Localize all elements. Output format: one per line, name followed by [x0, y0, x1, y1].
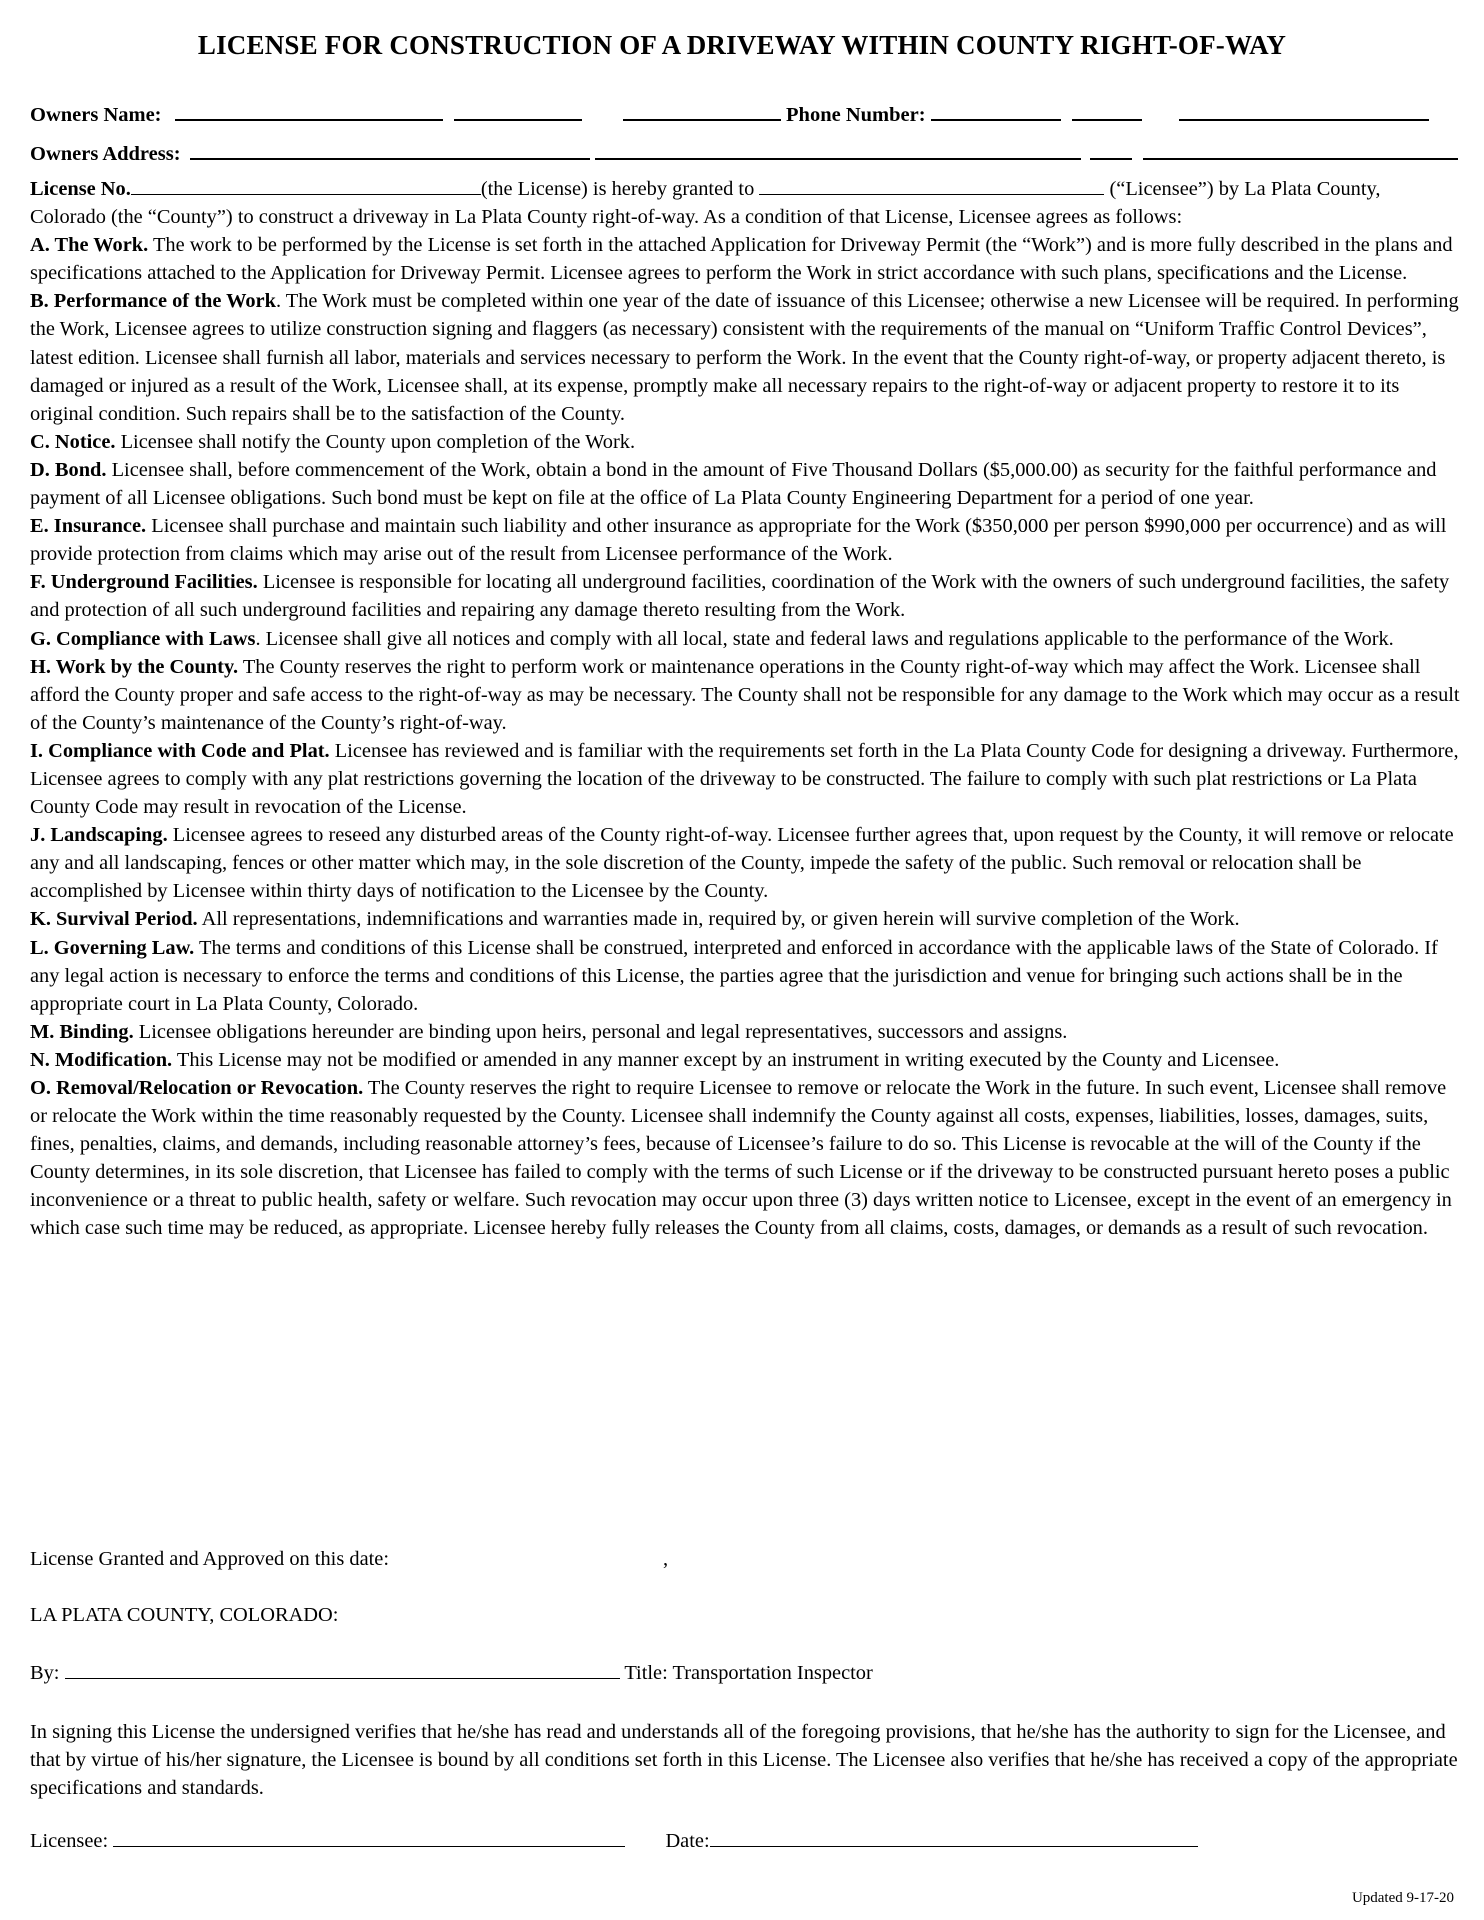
phone-line-1[interactable] — [931, 98, 1061, 121]
section-paragraph — [30, 1018, 1460, 1046]
section-text: All representations, indemnifications and warranties made in, required by, or given herein will survive completion of the Work. — [197, 908, 1240, 931]
section-text: . Licensee shall give all notices and comply with all local, state and federal laws and regulations applicable to the performance of the Work. — [255, 627, 1394, 650]
license-sections — [30, 231, 1460, 1242]
section-text: . The Work must be completed within one year of the date of issuance of this Licensee; otherwise a new Licensee will be required. In performing the Work, Licensee agrees to utilize construction signing and flaggers (as necessary) consistent with the requirements of the manual on “Uniform Traffic Control Devices”, latest edition. Licensee shall furnish all labor, materials and services necessary to perform the Work. In the event that the County right-of-way, or property adjacent thereto, is damaged or injured as a result of the Work, Licensee shall, at its expense, promptly make all necessary repairs to the right-of-way or adjacent property to restore it to its original condition. Such repairs shall be to the satisfaction of the County. — [30, 290, 1459, 425]
section-heading: A. The Work. — [30, 234, 149, 257]
section-text: Licensee has reviewed and is familiar with the requirements set forth in the La Plata County Code for designing a driveway. Furthermore, Licensee agrees to comply with any plat restrictions governing the location of the driveway to be constructed. The failure to comply with such plat restrictions or La Plata County Code may result in revocation of the License. — [30, 739, 1459, 819]
inspector-title: Title: Transportation Inspector — [624, 1662, 873, 1684]
license-intro — [30, 175, 1460, 231]
phone-label: Phone Number: — [786, 104, 926, 126]
approval-row — [30, 1548, 668, 1571]
section-text: This License may not be modified or amended in any manner except by an instrument in writing executed by the County and Licensee. — [172, 1048, 1280, 1071]
section-heading: N. Modification. — [30, 1048, 173, 1071]
section-heading: G. Compliance with Laws — [30, 627, 256, 650]
license-body — [30, 175, 1460, 1243]
section-paragraph — [30, 428, 1460, 456]
section-paragraph — [30, 568, 1460, 624]
section-text: Licensee agrees to reseed any disturbed areas of the County right-of-way. Licensee further agrees that, upon request by the County, it will remove or relocate any and all landscaping, fences or other matter which may, in the sole discretion of the County, impede the safety of the public. Such removal or relocation shall be accomplished by Licensee within thirty days of notification to the Licensee by the County. — [30, 824, 1454, 903]
section-text: The County reserves the right to require Licensee to remove or relocate the Work in the future. In such event, Licensee shall remove or relocate the Work within the time reasonably requested by the County. Licensee shall indemnify the County against all costs, expenses, liabilities, losses, damages, suits, fines, penalties, claims, and demands, including reasonable attorney’s fees, because of Licensee’s failure to do so. This License is revocable at the will of the County if the County determines, in its sole discretion, that Licensee has failed to comply with the terms of such License or if the driveway to be constructed pursuant hereto poses a public inconvenience or a threat to public health, safety or welfare. Such revocation may occur upon three (3) days written notice to Licensee, except in the event of an emergency in which case such time may be reduced, as appropriate. Licensee hereby fully releases the County from all claims, costs, damages, or demands as a result of such revocation. — [30, 1077, 1452, 1240]
phone-line-2[interactable] — [1072, 98, 1142, 121]
section-heading: J. Landscaping. — [30, 824, 168, 847]
section-heading: M. Binding. — [30, 1020, 134, 1043]
owners-name-label: Owners Name: — [30, 104, 162, 126]
section-paragraph — [30, 934, 1460, 1018]
phone-line-3[interactable] — [1179, 98, 1429, 121]
date-label: Date: — [665, 1830, 710, 1852]
section-paragraph — [30, 653, 1460, 737]
section-text: Licensee shall notify the County upon completion of the Work. — [115, 430, 636, 453]
section-paragraph — [30, 456, 1460, 512]
section-heading: I. Compliance with Code and Plat. — [30, 739, 330, 762]
owners-address-row — [30, 137, 1458, 166]
owners-address-line-3[interactable] — [1090, 137, 1132, 160]
document-title: LICENSE FOR CONSTRUCTION OF A DRIVEWAY WITHIN COUNTY RIGHT-OF-WAY — [197, 30, 1287, 60]
by-row — [30, 1660, 873, 1685]
licensee-name-line[interactable] — [759, 176, 1104, 195]
section-heading: H. Work by the County. — [30, 655, 239, 678]
section-text: Licensee obligations hereunder are binding upon heirs, personal and legal representatives, successors and assigns. — [133, 1020, 1068, 1043]
license-no-label: License No. — [30, 178, 131, 200]
section-text: The work to be performed by the License is set forth in the attached Application for Driveway Permit (the “Work”) and is more fully described in the plans and specifications attached to the Application for Driveway Permit. Licensee agrees to perform the Work in strict accordance with such plans, specifications and the License. — [30, 234, 1453, 285]
section-heading: K. Survival Period. — [30, 908, 198, 931]
approval-comma: , — [663, 1548, 669, 1570]
section-text: Licensee is responsible for locating all underground facilities, coordination of the Work with the owners of such underground facilities, the safety and protection of all such underground facilities and repairing any damage thereto resulting from the Work. — [30, 571, 1450, 622]
by-signature-line[interactable] — [65, 1660, 620, 1679]
section-text: The County reserves the right to perform work or maintenance operations in the County right-of-way which may affect the Work. Licensee shall afford the County proper and safe access to the right-of-way as may be necessary. The County shall not be responsible for any damage to the Work which may occur as a result of the County’s maintenance of the County’s right-of-way. — [30, 655, 1460, 734]
section-heading: B. Performance of the Work — [30, 290, 276, 313]
section-heading: D. Bond. — [30, 458, 107, 481]
license-no-line[interactable] — [131, 176, 481, 195]
licensee-signature-row — [30, 1828, 1198, 1853]
section-heading: F. Underground Facilities. — [30, 571, 258, 594]
section-heading: L. Governing Law. — [30, 936, 195, 959]
owners-address-line-2[interactable] — [595, 137, 1081, 160]
owners-name-line-2[interactable] — [454, 98, 582, 121]
owners-name-line-3[interactable] — [623, 98, 781, 121]
approval-line: License Granted and Approved on this date: — [30, 1548, 389, 1570]
section-text: Licensee shall purchase and maintain such liability and other insurance as appropriate for the Work ($350,000 per person $990,000 per occurrence) and as will provide protection from claims which may arise out of the result from Licensee performance of the Work. — [30, 515, 1447, 566]
section-heading: C. Notice. — [30, 430, 116, 453]
section-paragraph — [30, 287, 1460, 427]
licensee-quote: (“Licensee”) by La Plata County, Colorado (the “County”) to construct a driveway in La Plata County right-of-way. As a condition of that License, Licensee agrees as follows: — [30, 178, 1381, 229]
section-paragraph — [30, 737, 1460, 821]
license-granted-text: (the License) is hereby granted to — [480, 178, 755, 200]
owners-name-line-1[interactable] — [175, 98, 443, 121]
section-heading: E. Insurance. — [30, 515, 147, 538]
licensee-signature-line[interactable] — [113, 1828, 625, 1847]
licensee-label: Licensee: — [30, 1830, 109, 1852]
section-paragraph — [30, 1046, 1460, 1074]
section-paragraph — [30, 1074, 1460, 1243]
by-label: By: — [30, 1662, 60, 1684]
date-line[interactable] — [710, 1828, 1198, 1847]
signing-paragraph: In signing this License the undersigned verifies that he/she has read and understands all of the foregoing provisions, that he/she has the authority to sign for the Licensee, and that by virtue of his/her signature, the Licensee is bound by all conditions set forth in this License. The Licensee also verifies that he/she has received a copy of the appropriate specifications and standards. — [30, 1721, 1458, 1799]
section-paragraph — [30, 905, 1460, 933]
owners-address-label: Owners Address: — [30, 143, 181, 165]
section-paragraph — [30, 625, 1460, 653]
owners-address-line-4[interactable] — [1143, 137, 1458, 160]
section-text: The terms and conditions of this License shall be construed, interpreted and enforced in accordance with the applicable laws of the State of Colorado. If any legal action is necessary to enforce the terms and conditions of this License, the parties agree that the jurisdiction and venue for bringing such actions shall be in the appropriate court in La Plata County, Colorado. — [30, 936, 1438, 1015]
owners-name-row — [30, 98, 1429, 127]
section-paragraph — [30, 231, 1460, 287]
section-paragraph — [30, 821, 1460, 905]
owners-address-line-1[interactable] — [190, 137, 590, 160]
section-heading: O. Removal/Relocation or Revocation. — [30, 1077, 364, 1099]
section-text: Licensee shall, before commencement of the Work, obtain a bond in the amount of Five Thousand Dollars ($5,000.00) as security for the faithful performance and payment of all Licensee obligations. Such bond must be kept on file at the office of La Plata County Engineering Department for a period of one year. — [30, 458, 1437, 510]
updated-date: Updated 9-17-20 — [1351, 1890, 1454, 1906]
section-paragraph — [30, 512, 1460, 568]
county-label: LA PLATA COUNTY, COLORADO: — [30, 1604, 339, 1626]
